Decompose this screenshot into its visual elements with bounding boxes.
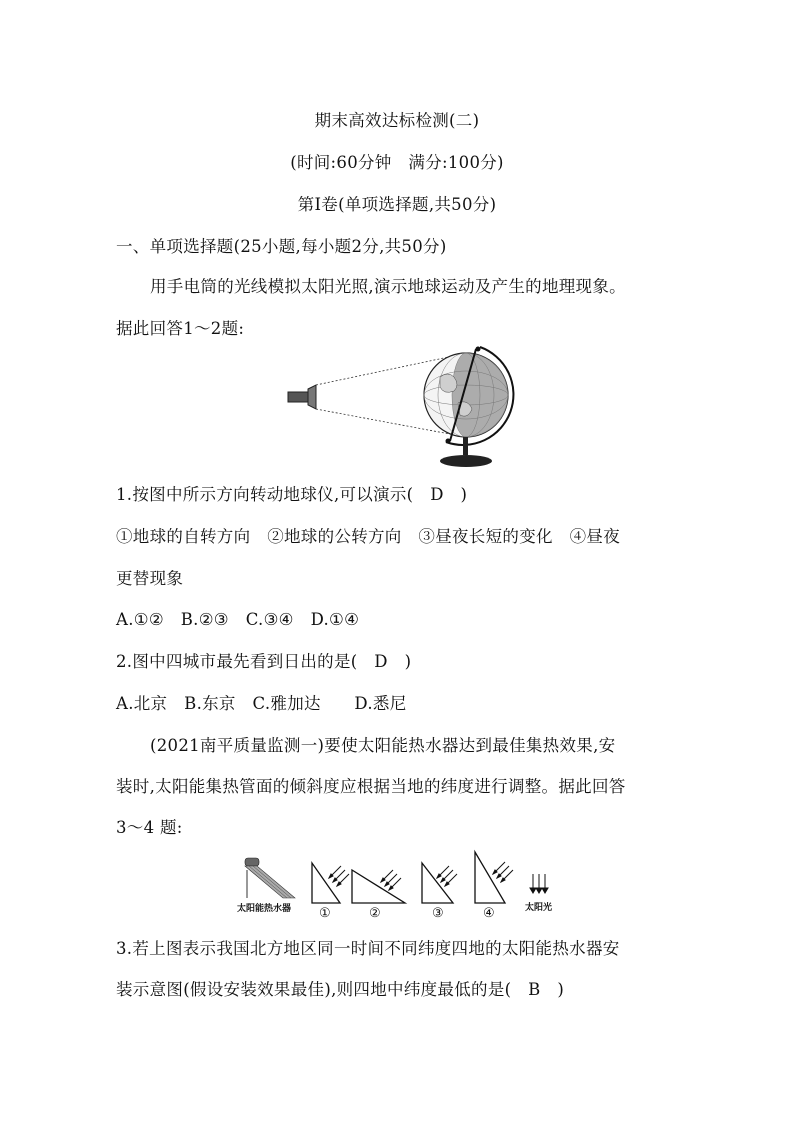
question-1-options: ①地球的自转方向 ②地球的公转方向 ③昼夜长短的变化 ④昼夜 <box>116 527 620 546</box>
question-1-options-continued: 更替现象 <box>116 569 184 588</box>
question-1-stem: 1.按图中所示方向转动地球仪,可以演示( D ) <box>116 485 468 504</box>
globe-base <box>440 455 492 467</box>
triangle-2 <box>352 870 405 903</box>
flashlight-head <box>308 385 316 409</box>
intro-2-line: (2021南平质量监测一)要使太阳能热水器达到最佳集热效果,安 <box>150 736 616 755</box>
marker-3: ③ <box>432 906 444 921</box>
heater-label: 太阳能热水器 <box>237 904 292 914</box>
triangle-1 <box>312 863 340 903</box>
intro-paragraph-line: 用手电筒的光线模拟太阳光照,演示地球运动及产生的地理现象。 <box>150 277 626 296</box>
flashlight-globe-figure <box>280 345 520 470</box>
volume-heading: 第Ⅰ卷(单项选择题,共50分) <box>297 195 497 214</box>
page-title: 期末高效达标检测(二) <box>314 111 480 130</box>
marker-2: ② <box>369 906 381 921</box>
intro-2-line: 3～4 题: <box>116 818 183 837</box>
solar-heater-picture <box>245 858 295 898</box>
intro-2-line: 装时,太阳能集热管面的倾斜度应根据当地的纬度进行调整。据此回答 <box>116 777 626 796</box>
intro-paragraph-line: 据此回答1～2题: <box>116 319 245 338</box>
question-3-stem: 3.若上图表示我国北方地区同一时间不同纬度四地的太阳能热水器安 <box>116 939 620 958</box>
flashlight-body <box>288 392 308 402</box>
sunlight-arrows <box>530 874 548 893</box>
solar-heater-figure <box>235 848 565 923</box>
marker-1: ① <box>319 906 331 921</box>
sun-ray-arrows <box>329 862 513 890</box>
triangle-4 <box>475 852 505 903</box>
globe-stand <box>463 437 468 455</box>
question-2-stem: 2.图中四城市最先看到日出的是( D ) <box>116 652 412 671</box>
marker-4: ④ <box>483 906 495 921</box>
exam-time-score: (时间:60分钟 满分:100分) <box>290 153 504 172</box>
question-3-stem-continued: 装示意图(假设安装效果最佳),则四地中纬度最低的是( B ) <box>116 980 565 999</box>
question-2-choices: A.北京 B.东京 C.雅加达 D.悉尼 <box>116 694 407 713</box>
sunlight-label: 太阳光 <box>525 903 553 913</box>
question-1-choices: A.①② B.②③ C.③④ D.①④ <box>116 610 360 629</box>
section-heading: 一、单项选择题(25小题,每小题2分,共50分) <box>116 237 447 256</box>
